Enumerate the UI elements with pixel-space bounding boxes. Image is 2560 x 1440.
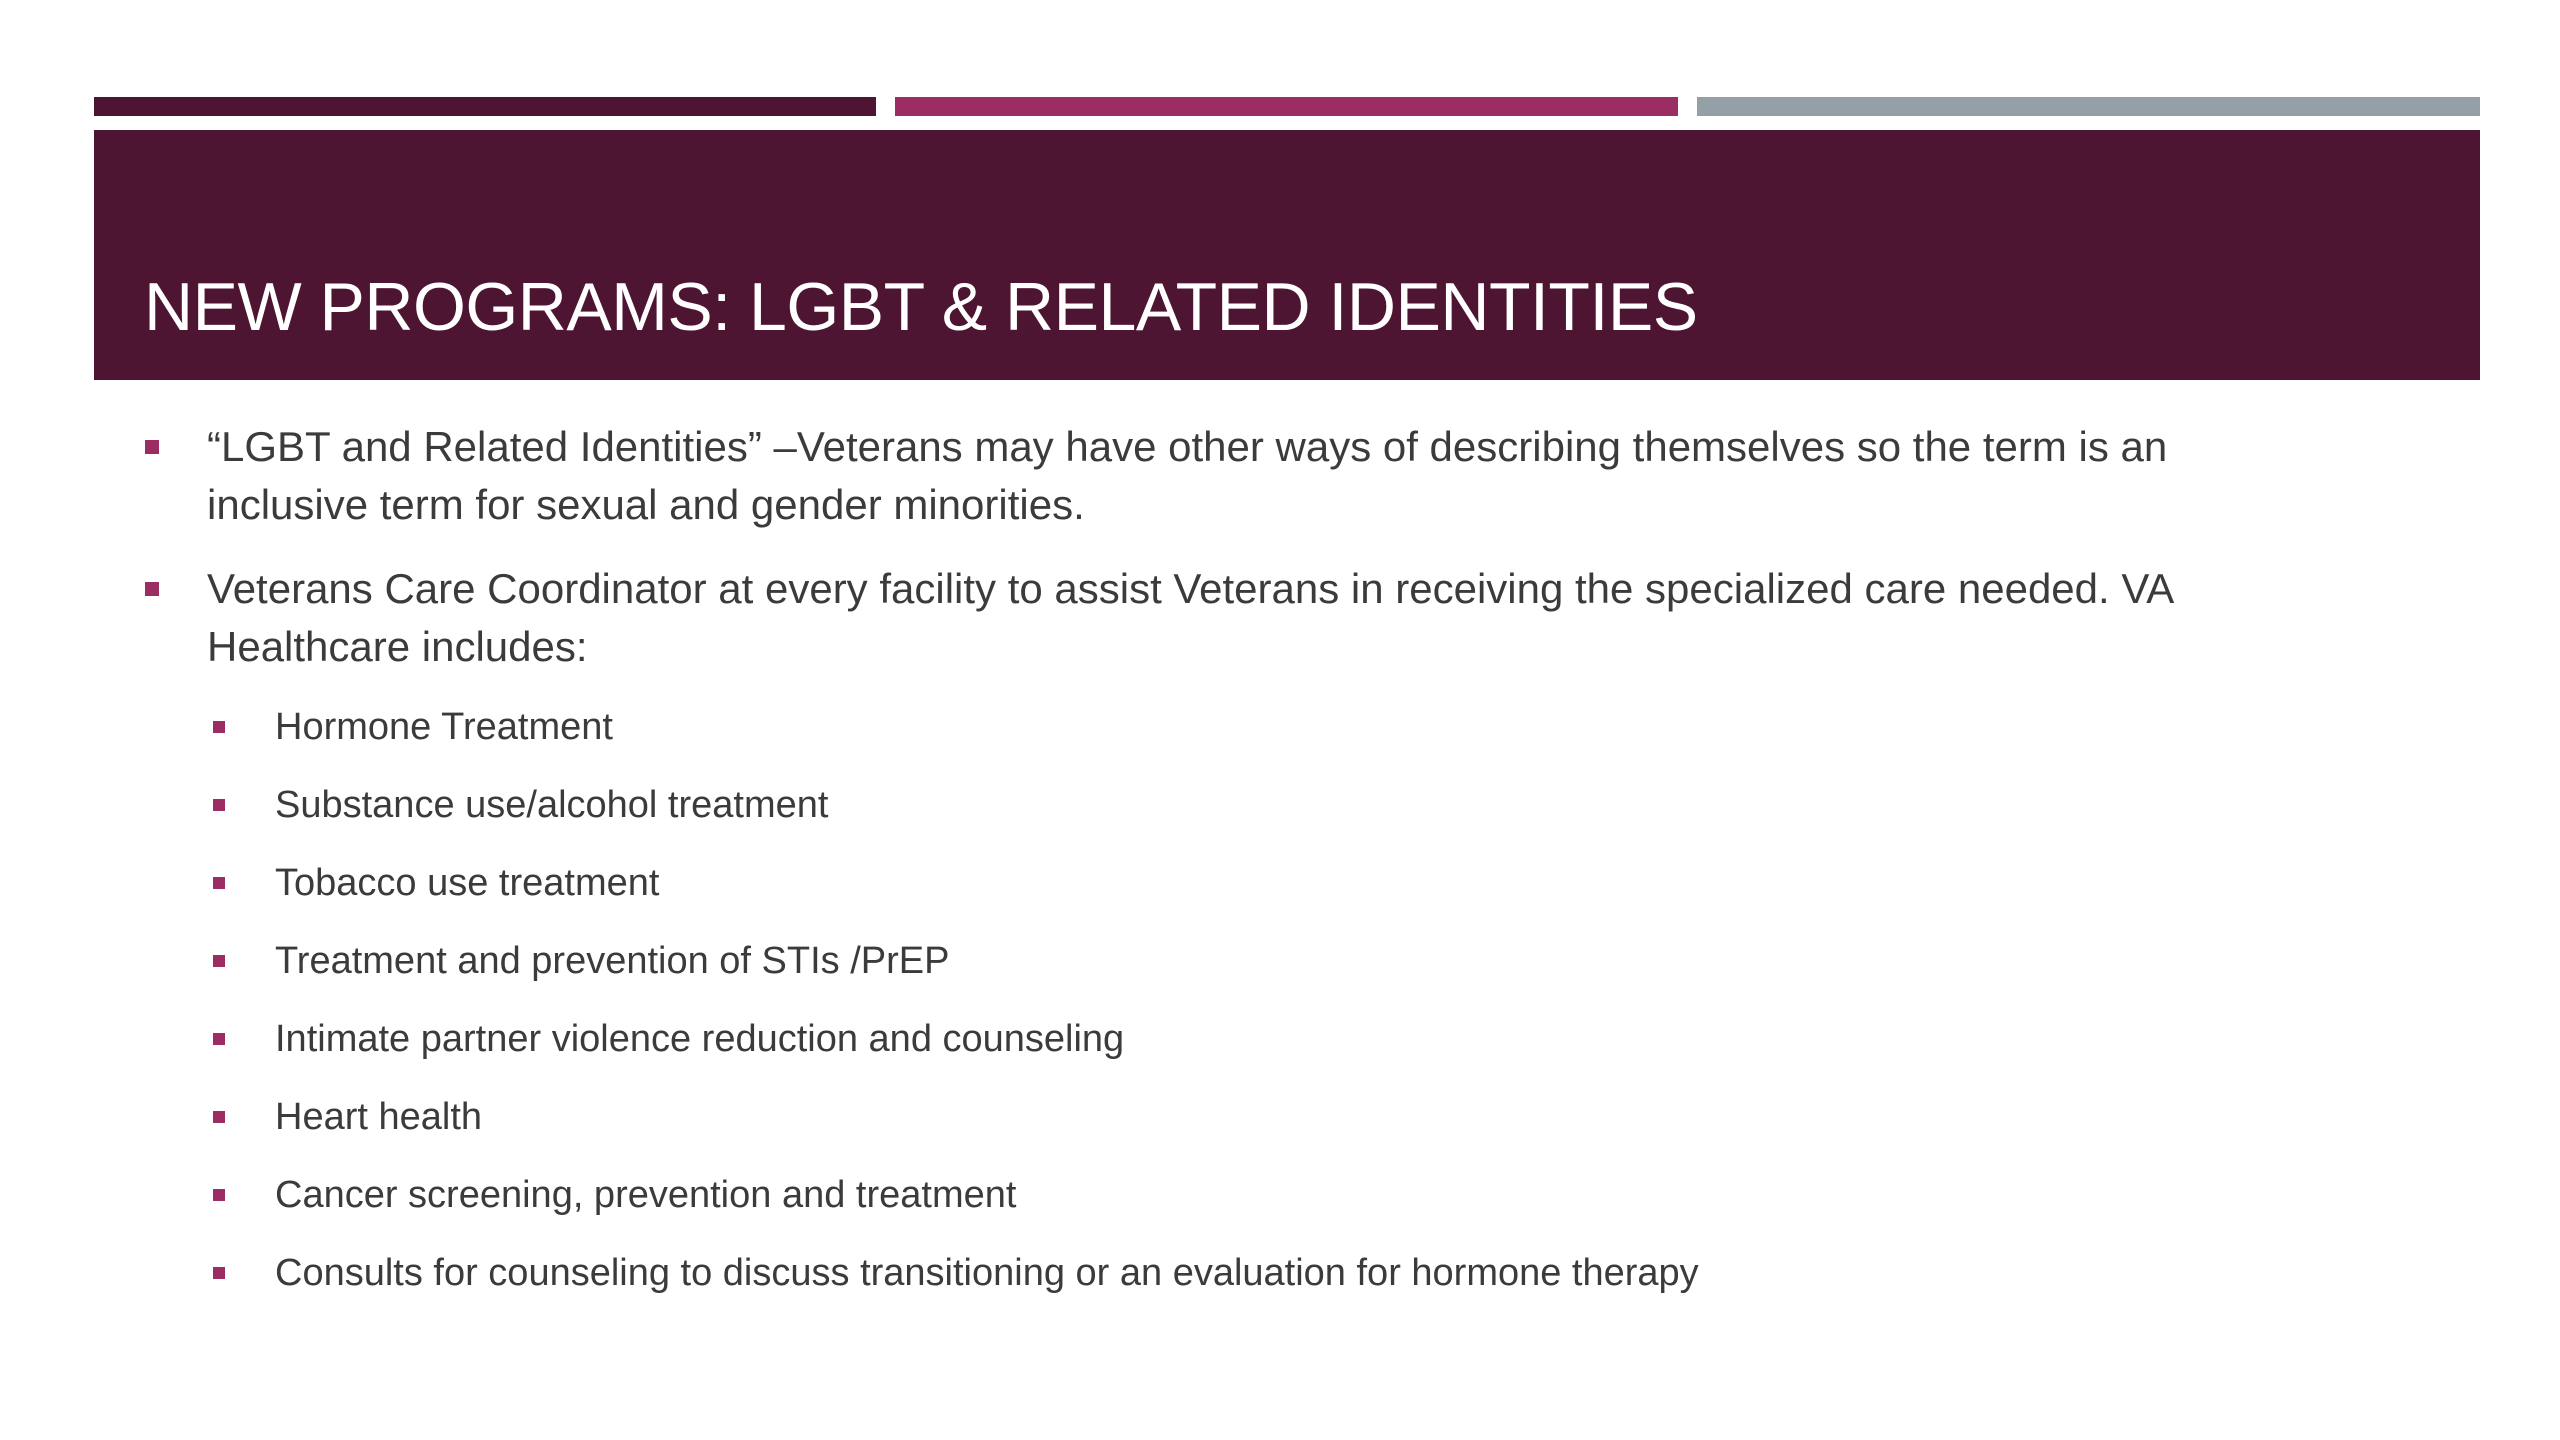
square-bullet-icon	[145, 440, 159, 454]
title-band	[94, 130, 2480, 380]
sub-bullet-list	[145, 702, 2295, 1298]
sub-bullet-text: Intimate partner violence reduction and counseling	[275, 1018, 1125, 1060]
square-bullet-icon	[213, 799, 225, 811]
bullet-item	[145, 418, 2295, 534]
sub-bullet-item	[213, 780, 2295, 830]
square-bullet-icon	[213, 1111, 225, 1123]
sub-bullet-text: Cancer screening, prevention and treatment	[275, 1174, 1017, 1216]
sub-bullet-item	[213, 702, 2295, 752]
square-bullet-icon	[213, 1189, 225, 1201]
sub-bullet-item	[213, 1014, 2295, 1064]
sub-bullet-text: Hormone Treatment	[275, 706, 613, 748]
square-bullet-icon	[213, 721, 225, 733]
sub-bullet-item	[213, 858, 2295, 908]
sub-bullet-item	[213, 1170, 2295, 1220]
sub-bullet-text: Heart health	[275, 1096, 483, 1138]
bullet-item	[145, 560, 2295, 676]
square-bullet-icon	[213, 955, 225, 967]
top-bar-magenta	[895, 97, 1678, 116]
bullet-text: Veterans Care Coordinator at every facility to assist Veterans in receiving the specialized care needed. VA Healthcare includes:	[207, 565, 2172, 670]
sub-bullet-item	[213, 1248, 2295, 1298]
sub-bullet-text: Consults for counseling to discuss transitioning or an evaluation for hormone therapy	[275, 1252, 1699, 1294]
square-bullet-icon	[213, 1033, 225, 1045]
top-bar-dark	[94, 97, 876, 116]
sub-bullet-text: Tobacco use treatment	[275, 862, 660, 904]
sub-bullet-item	[213, 1092, 2295, 1142]
square-bullet-icon	[145, 582, 159, 596]
square-bullet-icon	[213, 877, 225, 889]
slide-title: NEW PROGRAMS: LGBT & RELATED IDENTITIES	[144, 269, 1698, 345]
sub-bullet-item	[213, 936, 2295, 986]
top-bar-gray	[1697, 97, 2480, 116]
square-bullet-icon	[213, 1267, 225, 1279]
sub-bullet-text: Substance use/alcohol treatment	[275, 784, 829, 826]
bullet-text: “LGBT and Related Identities” –Veterans may have other ways of describing themselves so the term is an inclusive term for sexual and gender minorities.	[207, 423, 2168, 528]
slide-content	[145, 418, 2295, 1326]
decorative-top-bars	[94, 97, 2480, 116]
sub-bullet-text: Treatment and prevention of STIs /PrEP	[275, 940, 950, 982]
